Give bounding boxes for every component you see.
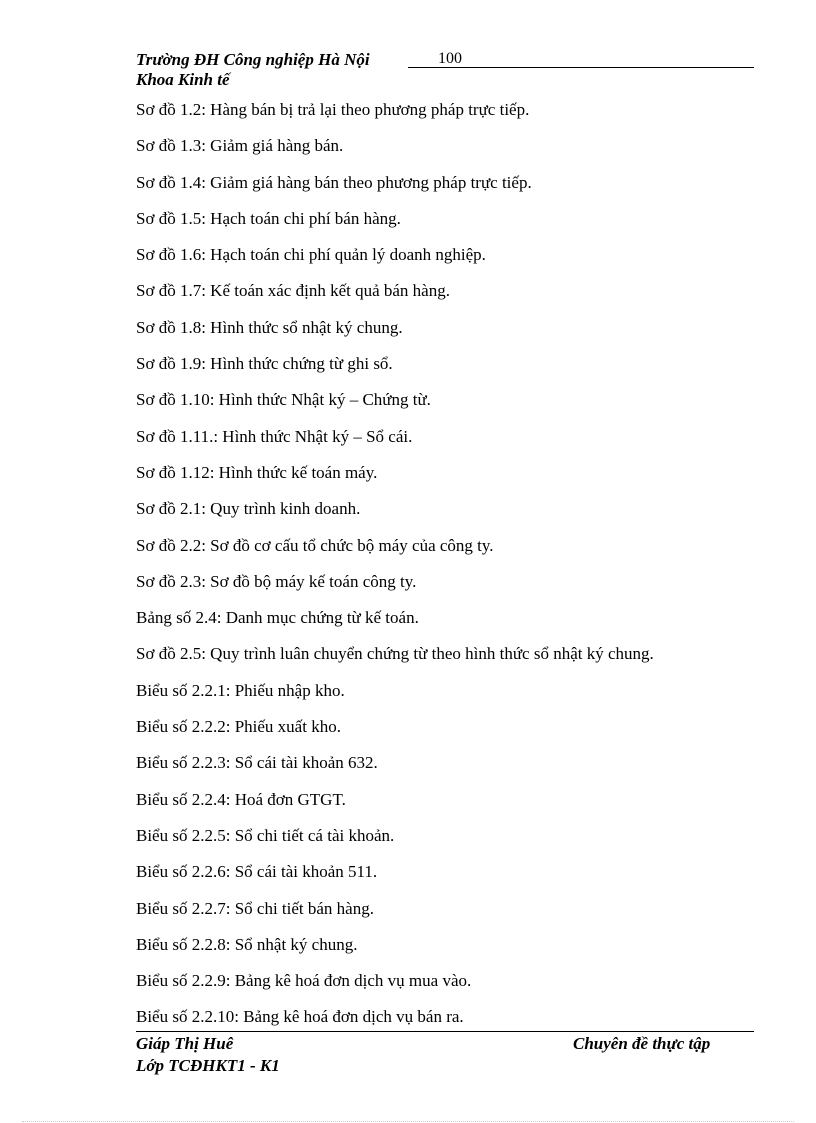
list-item: Biểu số 2.2.5: Sổ chi tiết cá tài khoản. (136, 825, 395, 845)
faculty-name: Khoa Kinh tế (136, 70, 230, 89)
list-item: Sơ đồ 1.12: Hình thức kế toán máy. (136, 462, 378, 482)
list-item: Biểu số 2.2.10: Bảng kê hoá đơn dịch vụ bán ra. (136, 1007, 464, 1027)
page-header (136, 48, 754, 90)
list-item: Sơ đồ 2.3: Sơ đồ bộ máy kế toán công ty. (136, 571, 417, 591)
list-item: Biểu số 2.2.9: Bảng kê hoá đơn dịch vụ mua vào. (136, 971, 472, 991)
footer-rule (136, 1031, 754, 1032)
list-item: Biểu số 2.2.7: Sổ chi tiết bán hàng. (136, 898, 374, 918)
footer-top-line (136, 1033, 754, 1055)
figure-list (136, 99, 756, 1043)
list-item: Biểu số 2.2.3: Sổ cái tài khoản 632. (136, 753, 378, 773)
page-footer (136, 1033, 754, 1077)
class-name: Lớp TCĐHKT1 - K1 (136, 1056, 280, 1075)
list-item: Sơ đồ 1.9: Hình thức chứng từ ghi sổ. (136, 354, 393, 374)
list-item: Biểu số 2.2.1: Phiếu nhập kho. (136, 680, 345, 700)
list-item: Sơ đồ 2.5: Quy trình luân chuyển chứng từ theo hình thức sổ nhật ký chung. (136, 644, 654, 664)
header-rule (408, 67, 754, 68)
list-item: Sơ đồ 1.4: Giảm giá hàng bán theo phương pháp trực tiếp. (136, 172, 532, 192)
page-number: 100 (438, 50, 462, 67)
page-bottom-divider (22, 1121, 794, 1122)
list-item: Sơ đồ 1.7: Kế toán xác định kết quả bán hàng. (136, 281, 450, 301)
header-top-line (136, 48, 754, 68)
list-item: Sơ đồ 1.10: Hình thức Nhật ký – Chứng từ. (136, 390, 431, 410)
list-item: Sơ đồ 1.5: Hạch toán chi phí bán hàng. (136, 208, 401, 228)
list-item: Sơ đồ 1.2: Hàng bán bị trả lại theo phương pháp trực tiếp. (136, 100, 530, 119)
list-item: Biểu số 2.2.4: Hoá đơn GTGT. (136, 789, 346, 809)
list-item: Sơ đồ 1.3: Giảm giá hàng bán. (136, 136, 344, 156)
list-item: Bảng số 2.4: Danh mục chứng từ kế toán. (136, 608, 419, 628)
list-item: Sơ đồ 1.6: Hạch toán chi phí quản lý doanh nghiệp. (136, 245, 486, 265)
list-item: Sơ đồ 1.11.: Hình thức Nhật ký – Sổ cái. (136, 426, 413, 446)
school-name: Trường ĐH Công nghiệp Hà Nội (136, 50, 370, 69)
list-item: Biểu số 2.2.6: Sổ cái tài khoản 511. (136, 862, 378, 882)
list-item: Biểu số 2.2.8: Sổ nhật ký chung. (136, 934, 358, 954)
report-type: Chuyên đề thực tập (573, 1034, 711, 1053)
footer-bottom-line (136, 1055, 754, 1077)
author-name: Giáp Thị Huê (136, 1034, 234, 1053)
list-item: Sơ đồ 1.8: Hình thức sổ nhật ký chung. (136, 317, 403, 337)
list-item: Sơ đồ 2.2: Sơ đồ cơ cấu tổ chức bộ máy của công ty. (136, 535, 494, 555)
list-item: Biểu số 2.2.2: Phiếu xuất kho. (136, 717, 341, 737)
list-item: Sơ đồ 2.1: Quy trình kinh doanh. (136, 499, 361, 519)
